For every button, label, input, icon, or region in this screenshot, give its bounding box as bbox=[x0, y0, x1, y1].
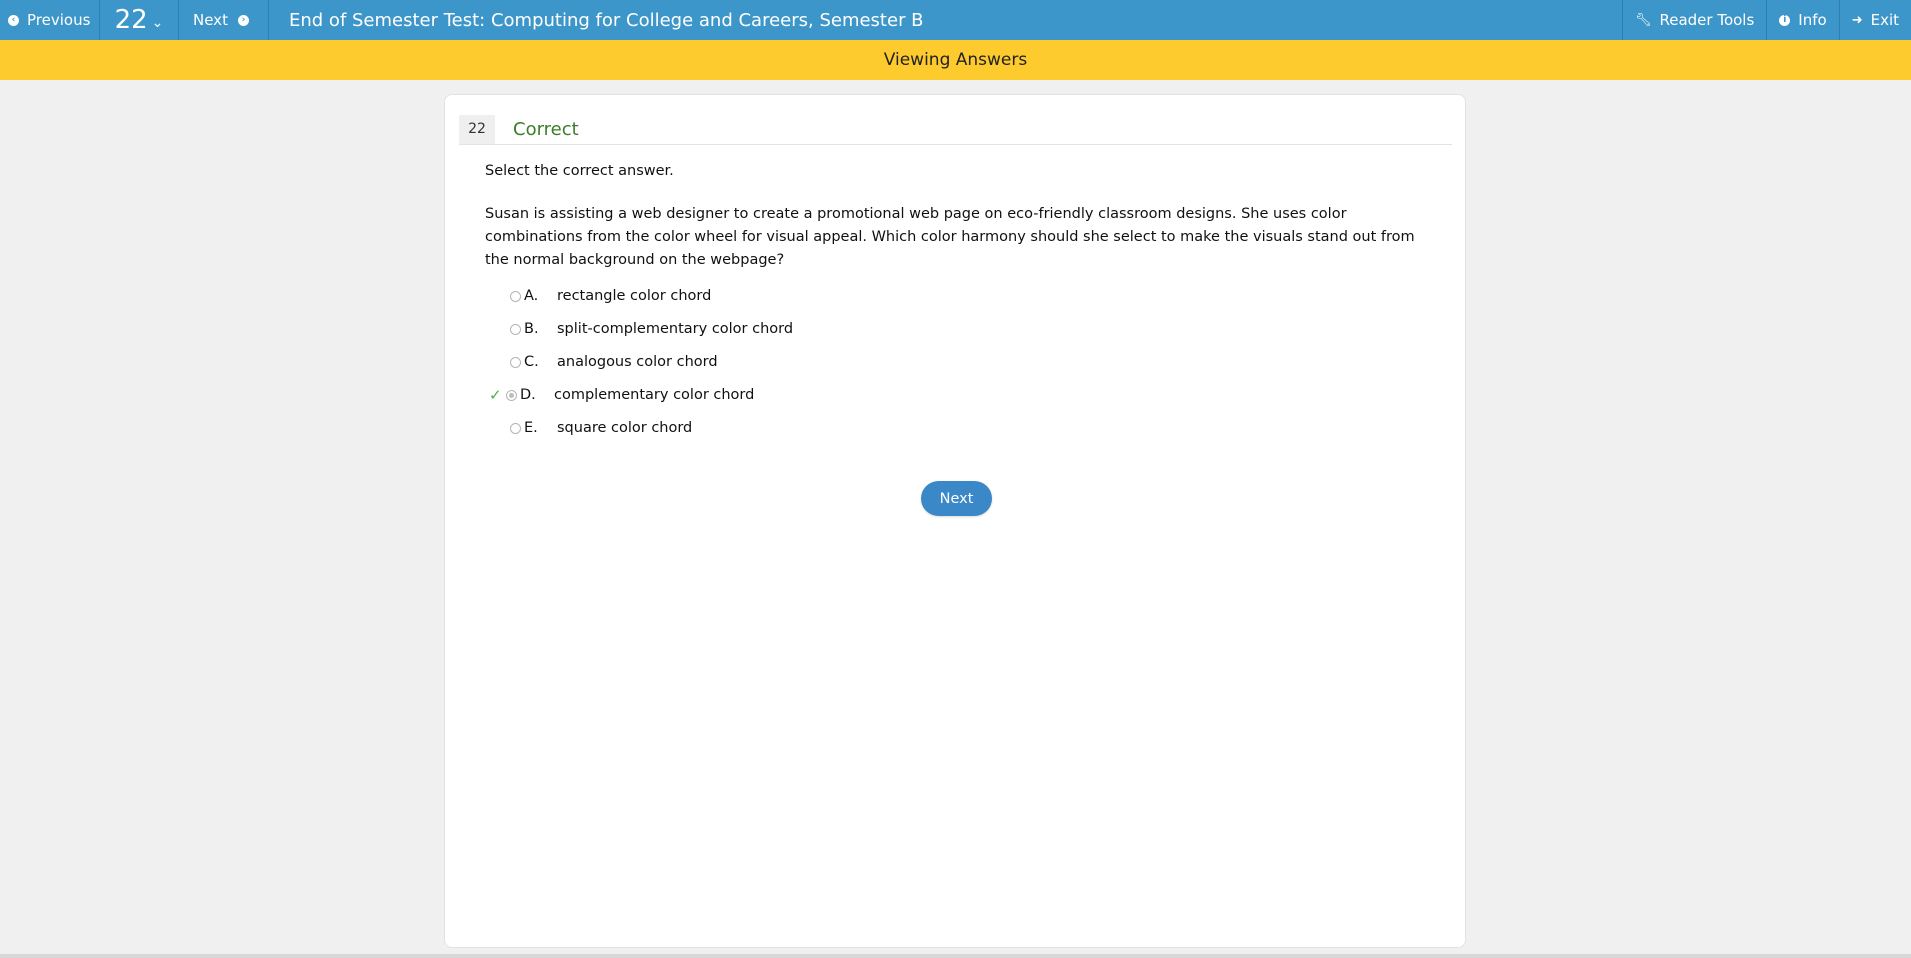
question-number-badge: 22 bbox=[459, 115, 495, 144]
test-title: End of Semester Test: Computing for College and Careers, Semester B bbox=[289, 9, 924, 31]
bottom-border bbox=[0, 954, 1911, 958]
option-letter: D. bbox=[520, 387, 536, 403]
option-text: square color chord bbox=[557, 420, 693, 436]
exit-button[interactable] bbox=[1839, 0, 1911, 40]
info-circle-icon: i bbox=[1779, 15, 1790, 26]
option-e[interactable] bbox=[485, 417, 985, 439]
radio-button[interactable] bbox=[510, 357, 521, 368]
option-letter: A. bbox=[524, 288, 539, 304]
question-number-dropdown[interactable] bbox=[100, 0, 179, 40]
question-header bbox=[459, 115, 1452, 145]
previous-button[interactable] bbox=[0, 0, 100, 40]
next-button[interactable]: Next bbox=[921, 481, 992, 516]
arrow-circle-right-icon: › bbox=[238, 15, 249, 26]
option-a[interactable] bbox=[485, 285, 985, 307]
option-text: split-complementary color chord bbox=[557, 321, 794, 337]
sign-out-icon: ➜ bbox=[1851, 12, 1863, 28]
option-text: analogous color chord bbox=[557, 354, 718, 370]
radio-button-selected[interactable] bbox=[506, 390, 517, 401]
radio-button[interactable] bbox=[510, 423, 521, 434]
radio-button[interactable] bbox=[510, 291, 521, 302]
next-label: Next bbox=[193, 11, 228, 29]
question-instruction: Select the correct answer. bbox=[485, 163, 674, 179]
topbar-tools bbox=[1622, 0, 1911, 40]
radio-button[interactable] bbox=[510, 324, 521, 335]
option-c[interactable] bbox=[485, 351, 985, 373]
wrench-icon: 🔧︎ bbox=[1634, 12, 1652, 28]
viewing-answers-banner: Viewing Answers bbox=[0, 40, 1911, 80]
exit-label: Exit bbox=[1870, 11, 1899, 29]
info-button[interactable] bbox=[1766, 0, 1838, 40]
chevron-down-icon: ⌄ bbox=[151, 15, 164, 31]
next-nav-button[interactable] bbox=[179, 0, 269, 40]
question-card bbox=[444, 94, 1466, 948]
reader-tools-button[interactable] bbox=[1622, 0, 1766, 40]
arrow-circle-left-icon: ‹ bbox=[8, 15, 19, 26]
option-text: complementary color chord bbox=[554, 387, 755, 403]
top-navigation-bar bbox=[0, 0, 1911, 40]
option-letter: C. bbox=[524, 354, 539, 370]
info-label: Info bbox=[1798, 11, 1827, 29]
reader-tools-label: Reader Tools bbox=[1659, 11, 1755, 29]
option-letter: B. bbox=[524, 321, 539, 337]
option-d[interactable] bbox=[485, 384, 985, 406]
option-text: rectangle color chord bbox=[557, 288, 712, 304]
option-b[interactable] bbox=[485, 318, 985, 340]
checkmark-icon: ✓ bbox=[489, 386, 502, 404]
previous-label: Previous bbox=[27, 11, 91, 29]
question-number: 22 bbox=[114, 5, 148, 35]
option-letter: E. bbox=[524, 420, 538, 436]
question-stem: Susan is assisting a web designer to create a promotional web page on eco-friendly classroom designs. She uses color combinations from the color wheel for visual appeal. Which color harmony should she select to make the visuals stand out from the normal background on the webpage? bbox=[485, 206, 1415, 268]
answer-status: Correct bbox=[513, 119, 579, 140]
